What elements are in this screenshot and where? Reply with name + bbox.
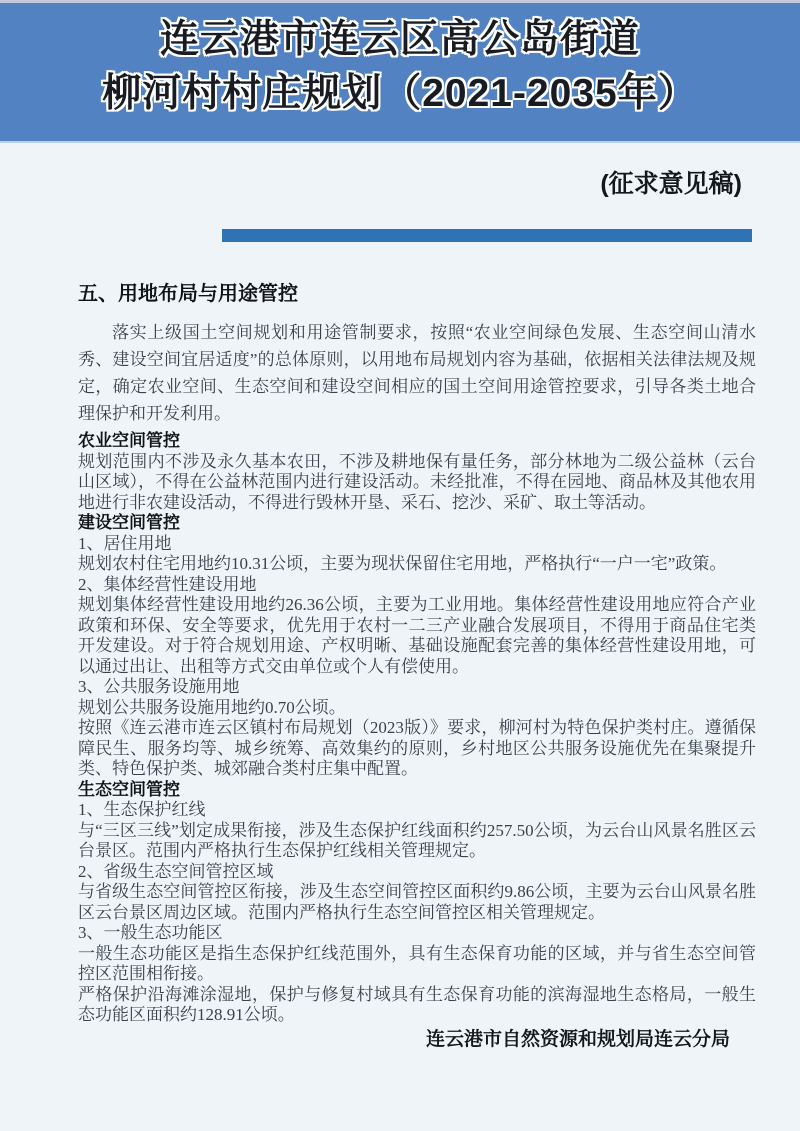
paragraph: 2、集体经营性建设用地 <box>78 574 257 594</box>
section-subheading: 农业空间管控 <box>78 431 180 450</box>
paragraph: 3、一般生态功能区 <box>78 923 223 942</box>
paragraph: 3、公共服务设施用地 <box>78 677 240 696</box>
document-title-line2: 柳河村村庄规划（2021-2035年） <box>102 72 698 115</box>
paragraph: 落实上级国土空间规划和用途管制要求，按照“农业空间绿色发展、生态空间山清水秀、建设空间宜居适度”的总体原则，以用地布局规划内容为基础，依据相关法律法规及规定，确定农业空间、生态空间和建设空间相应的国土空间用途管控要求，引导各类土地合理保护和开发利用。 <box>78 323 756 423</box>
section-heading: 五、用地布局与用途管控 <box>78 283 298 305</box>
document-content <box>0 170 800 1051</box>
paragraph: 规划范围内不涉及永久基本农田，不涉及耕地保有量任务，部分林地为二级公益林（云台山区域），不得在公益林范围内进行建设活动。未经批准，不得在园地、商品林及其他农用地进行非农建设活动，不得进行毁林开垦、采石、挖沙、采矿、取土等活动。 <box>78 451 756 512</box>
paragraph: 按照《连云港市连云区镇村布局规划（2023版）》要求，柳河村为特色保护类村庄。遵循保障民生、服务均等、城乡统筹、高效集约的原则，乡村地区公共服务设施优先在集聚提升类、特色保护类、城郊融合类村庄集中配置。 <box>78 718 756 778</box>
draft-version-label: (征求意见稿) <box>600 170 742 198</box>
section-subheading: 建设空间管控 <box>78 513 180 532</box>
title-underline-bar <box>222 229 752 242</box>
paragraph: 规划集体经营性建设用地约26.36公顷，主要为工业用地。集体经营性建设用地应符合产业政策和环保、安全等要求，优先用于农村一二三产业融合发展项目，不得用于商品住宅类开发建设。对于符合规划用途、产权明晰、基础设施配套完善的集体经营性建设用地，可以通过出让、出租等方式交由单位或个人有偿使用。 <box>78 595 756 676</box>
document-header-banner <box>0 0 800 143</box>
document-title-line1: 连云港市连云区高公岛街道 <box>159 18 640 61</box>
paragraph: 2、省级生态空间管控区域 <box>78 861 274 881</box>
paragraph: 1、居住用地 <box>78 533 172 553</box>
paragraph: 规划公共服务设施用地约0.70公顷。 <box>78 697 346 717</box>
document-body <box>78 319 756 1026</box>
section-subheading: 生态空间管控 <box>78 779 180 799</box>
paragraph: 1、生态保护红线 <box>78 800 206 819</box>
paragraph: 与“三区三线”划定成果衔接，涉及生态保护红线面积约257.50公顷，为云台山风景名胜区云台景区。范围内严格执行生态保护红线相关管理规定。 <box>78 820 756 860</box>
paragraph: 与省级生态空间管控区衔接，涉及生态空间管控区面积约9.86公顷，主要为云台山风景名胜区云台景区周边区域。范围内严格执行生态空间管控区相关管理规定。 <box>78 882 756 922</box>
paragraph: 规划农村住宅用地约10.31公顷，主要为现状保留住宅用地，严格执行“一户一宅”政策。 <box>78 554 727 573</box>
paragraph: 严格保护沿海滩涂湿地，保护与修复村域具有生态保育功能的滨海湿地生态格局，一般生态功能区面积约128.91公顷。 <box>78 984 756 1024</box>
paragraph: 一般生态功能区是指生态保护红线范围外，具有生态保育功能的区域，并与省生态空间管控区范围相衔接。 <box>78 943 756 983</box>
issuing-authority: 连云港市自然资源和规划局连云分局 <box>425 1028 730 1050</box>
